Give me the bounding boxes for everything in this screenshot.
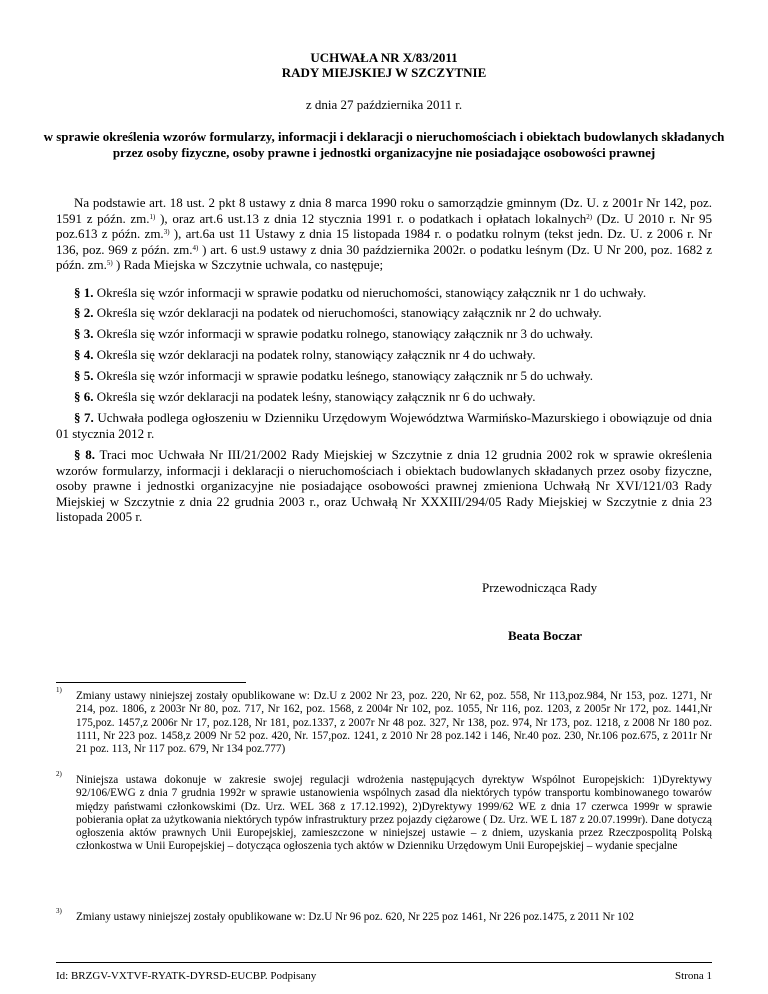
preamble (56, 195, 712, 273)
footnote-ref: 4) (192, 243, 199, 252)
footnote-text: Zmiany ustawy niniejszej zostały opublikowane w: Dz.U z 2002 Nr 23, poz. 220, Nr 62, poz. 558, Nr 113,poz.984, Nr 153, poz. 1271, Nr 214, poz. 1806, z 2003r Nr 80, poz. 717, Nr 162, poz. 1568, z 2004r Nr 102, poz. 1055, Nr 116, poz. 1203, z 2005r Nr 172, poz. 1441,Nr 175,poz. 1457,z 2006r Nr 17, poz.128, Nr 181, poz.1337, z 2007r Nr 48 poz. 327, Nr 138, poz. 974, Nr 173, poz. 1218, z 2008 Nr 180 poz. 1111, Nr 223 poz. 1458,z 2009 Nr 52 poz. 420, Nr. 157,poz. 1241, z 2010 Nr 28 poz.142 i 146, Nr.40 poz. 230, Nr.106 poz.675, z 2011r Nr 21 poz. 113, Nr 117 poz. 679, Nr 134 poz.777) (76, 690, 712, 756)
paragraph-4 (56, 347, 712, 363)
paragraph-text: Określa się wzór informacji w sprawie podatku od nieruchomości, stanowiący załącznik nr 1 do uchwały. (93, 285, 647, 300)
paragraph-text: Traci moc Uchwała Nr III/21/2002 Rady Miejskiej w Szczytnie z dnia 12 grudnia 2002 rok w sprawie określenia wzorów formularzy, informacji i deklaracji o nieruchomościach i obiektach budowlanych składanych przez osoby fizyczne, osoby prawne i jednostki organizacyjne nie posiadające osobowości prawnej zmieniona Uchwałą Nr XVI/121/03 Rady Miejskiej w Szczytnie z dnia 22 grudnia 2003 r., oraz Uchwałą Nr XXXIII/294/05 Rady Miejskiej w Szczytnie z dnia 23 listopada 2005 r. (56, 447, 712, 524)
document-id: Id: BRZGV-VXTVF-RYATK-DYRSD-EUCBP. Podpisany (56, 970, 317, 982)
title-line-2: RADY MIEJSKIEJ W SZCZYTNIE (281, 65, 487, 80)
preamble-text: ), art.6a ust 11 Ustawy z dnia 15 listopada 1984 r. o podatku rolnym (tekst jedn. Dz. U. z 2006 r. Nr 136, poz. 969 z późn. zm. (56, 226, 712, 257)
footnote-ref: 5) (106, 259, 113, 267)
paragraph-number: § 3. (74, 326, 94, 341)
paragraph-2 (56, 305, 712, 321)
paragraph-text: Określa się wzór deklaracji na podatek rolny, stanowiący załącznik nr 4 do uchwały. (93, 347, 536, 362)
paragraph-number: § 7. (74, 410, 94, 425)
paragraph-number: § 6. (74, 389, 94, 404)
resolution-date: z dnia 27 października 2011 r. (305, 97, 463, 112)
paragraph-number: § 5. (74, 368, 94, 383)
paragraph-number: § 8. (74, 447, 95, 462)
footnote-3: 3) Zmiany ustawy niniejszej zostały opublikowane w: Dz.U Nr 96 poz. 620, Nr 225 poz 1461, Nr 226 poz.1475, z 2011 Nr 102 (56, 911, 712, 924)
paragraph-8 (56, 447, 712, 525)
preamble-text: Na podstawie art. 18 ust. 2 pkt 8 ustawy z dnia 8 marca 1990 roku o samorządzie gminnym (Dz. U. z 2001r Nr 142, poz. 1591 z późn. zm. (56, 195, 712, 226)
paragraph-7 (56, 410, 712, 441)
paragraph-text: Uchwała podlega ogłoszeniu w Dzienniku Urzędowym Województwa Warmińsko-Mazurskiego i obowiązuje od dnia 01 stycznia 2012 r. (56, 410, 713, 441)
preamble-text: ) Rada Miejska w Szczytnie uchwala, co następuje; (112, 257, 384, 272)
footnote-text: Niniejsza ustawa dokonuje w zakresie swojej regulacji wdrożenia następujących dyrektyw Wspólnot Europejskich: 1)Dyrektywy 92/106/EWG z dnia 7 grudnia 1992r w sprawie ustanowienia wspólnych zasad dla niektórych typów transportu kombinowanego towarów między państwami członkowskimi (Dz. Urz. WEL 368 z 17.12.1992), 2)Dyrektywy 1999/62 WE z dnia 17 czerwca 1999r w sprawie pobierania opłat za użytkowania niektórych typów infrastruktury przez pojazdy ciężarowe ( Dz. Urz. WE L 187 z 20.07.1999r). Dane dotyczą ogłoszenia aktów prawnych Unii Europejskiej, zamieszczone w niniejszej ustawie – z dniem, uzyskania przez Rzeczpospolitą Polską członkostwa w Unii Europejskiej – dotycząca ogłoszenia tych aktów w Dzienniku Urzędowym Unii Europejskiej – wydanie specjalne (76, 774, 712, 853)
paragraph-text: Określa się wzór informacji w sprawie podatku rolnego, stanowiący załącznik nr 3 do uchwały. (93, 326, 593, 341)
footer-separator (56, 962, 712, 963)
paragraph-text: Określa się wzór deklaracji na podatek leśny, stanowiący załącznik nr 6 do uchwały. (93, 389, 536, 404)
paragraph-number: § 1. (74, 285, 94, 300)
paragraph-text: Określa się wzór informacji w sprawie podatku leśnego, stanowiący załącznik nr 5 do uchwały. (93, 368, 593, 383)
preamble-text: ) art. 6 ust.9 ustawy z dnia 30 października 2002r. o podatku leśnym (Dz. U Nr 200, poz. 1682 z późn. zm. (56, 241, 712, 272)
paragraph-text: Określa się wzór deklaracji na podatek od nieruchomości, stanowiący załącznik nr 2 do uchwały. (93, 305, 602, 320)
footnote-ref: 3) (163, 228, 170, 236)
footnote-ref: 2) (586, 212, 593, 221)
footnote-1: 1) Zmiany ustawy niniejszej zostały opublikowane w: Dz.U z 2002 Nr 23, poz. 220, Nr 62, poz. 558, Nr 113,poz.984, Nr 153, poz. 1271, Nr 214, poz. 1806, z 2003r Nr 80, poz. 717, Nr 162, poz. 1568, z 2004r Nr 102, poz. 1055, Nr 116, poz. 1203, z 2005r Nr 172, poz. 1441,Nr 175,poz. 1457,z 2006r Nr 17, poz.128, Nr 181, poz.1337, z 2007r Nr 48 poz. 327, Nr 138, poz. 974, Nr 173, poz. 1218, z 2008 Nr 180 poz. 1111, Nr 223 poz. 1458,z 2009 Nr 52 poz. 420, Nr. 157,poz. 1241, z 2010 Nr 28 poz.142 i 146, Nr.40 poz. 230, Nr.106 poz.675, z 2011r Nr 21 poz. 113, Nr 117 poz. 679, Nr 134 poz.777) (56, 686, 712, 756)
title-line-1: UCHWAŁA NR X/83/2011 (310, 50, 458, 65)
footnote-ref: 1) (149, 212, 156, 221)
preamble-text: ), oraz art.6 ust.13 z dnia 12 stycznia 1991 r. o podatkach i opłatach lokalnych (155, 210, 587, 226)
paragraph-5 (56, 368, 712, 384)
footnote-separator (56, 682, 246, 683)
paragraph-1 (56, 285, 712, 301)
preamble-text: (Dz. U 2010 r. Nr 95 poz.613 z późn. zm. (56, 210, 712, 241)
paragraph-3 (56, 326, 712, 342)
page-number: Strona 1 (675, 970, 712, 982)
footnote-text: Zmiany ustawy niniejszej zostały opublikowane w: Dz.U Nr 96 poz. 620, Nr 225 poz 1461, Nr 226 poz.1475, z 2011 Nr 102 (76, 911, 634, 923)
paragraph-number: § 2. (74, 305, 94, 320)
signatory-name: Beata Boczar (508, 628, 583, 643)
resolution-title (0, 50, 768, 80)
paragraph-number: § 4. (74, 347, 94, 362)
resolution-subject: w sprawie określenia wzorów formularzy, informacji i deklaracji o nieruchomościach i obiektach budowlanych składanych przez osoby fizyczne, osoby prawne i jednostki organizacyjne nie posiadające osobowości prawnej (43, 129, 725, 160)
signatory-role: Przewodnicząca Rady (482, 580, 598, 595)
paragraph-6 (56, 389, 712, 405)
footnote-2: 2) Niniejsza ustawa dokonuje w zakresie swojej regulacji wdrożenia następujących dyrektyw Wspólnot Europejskich: 1)Dyrektywy 92/106/EWG z dnia 7 grudnia 1992r w sprawie ustanowienia wspólnych zasad dla niektórych typów transportu kombinowanego towarów między państwami członkowskimi (Dz. Urz. WEL 368 z 17.12.1992), 2)Dyrektywy 1999/62 WE z dnia 17 czerwca 1999r w sprawie pobierania opłat za użytkowania niektórych typów infrastruktury przez pojazdy ciężarowe ( Dz. Urz. WE L 187 z 20.07.1999r). Dane dotyczą ogłoszenia aktów prawnych Unii Europejskiej, zamieszczone w niniejszej ustawie – z dniem, uzyskania przez Rzeczpospolitą Polską członkostwa w Unii Europejskiej – dotycząca ogłoszenia tych aktów w Dzienniku Urzędowym Unii Europejskiej – wydanie specjalne (56, 770, 712, 853)
